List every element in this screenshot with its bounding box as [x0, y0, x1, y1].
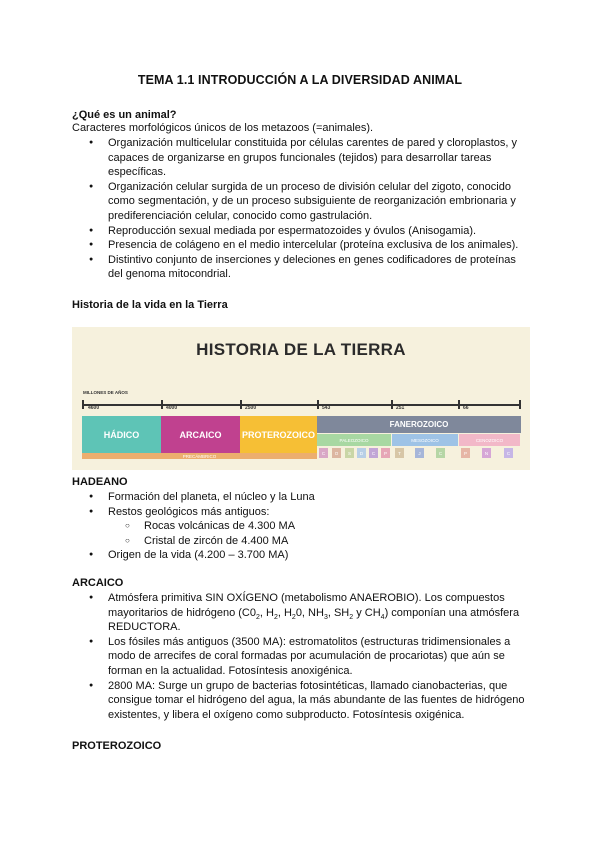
- period-cell: C: [436, 448, 445, 458]
- tick-label: 2500: [245, 405, 257, 411]
- list-item: ● Organización celular surgida de un proceso de división celular del zigoto, conocido como segmentación, y de un proceso subsiguiente de reorganización embrionaria y prediferenciación celular, conocido como gastrulación.: [72, 180, 532, 224]
- list-item: ● Los fósiles más antiguos (3500 MA): estromatolitos (estructuras tridimensionales a modo de arrecifes de coral formadas por acumulación de procariotas) que aún se forman en la actualidad. Fotosíntesis anoxigénica.: [72, 635, 532, 679]
- timeline-tick: [458, 400, 460, 409]
- period-cell: P: [461, 448, 470, 458]
- subscript: 2: [291, 613, 296, 621]
- list-item-text: Restos geológicos más antiguos:: [108, 505, 270, 518]
- period-cell: T: [395, 448, 404, 458]
- tick-label: 4000: [166, 405, 178, 411]
- timeline-tick: [82, 400, 84, 409]
- timeline-tick: [161, 400, 163, 409]
- sublist-item: ○ Rocas volcánicas de 4.300 MA: [108, 519, 532, 534]
- tick-label: 66: [463, 405, 469, 411]
- period-cell: D: [357, 448, 366, 458]
- subscript: 2: [273, 613, 278, 621]
- list-item: [72, 505, 532, 549]
- eon-arcaico: ARCAICO: [161, 416, 240, 453]
- text-run: ) componían una atmósfera REDUCTORA.: [108, 606, 520, 634]
- section-heading-animal: ¿Qué es un animal?: [72, 109, 177, 121]
- period-cell: C: [369, 448, 378, 458]
- animal-characteristics-list: [72, 136, 532, 282]
- period-cell: C: [319, 448, 328, 458]
- section-heading-arcaico: ARCAICO: [72, 577, 124, 589]
- eon-fanerozoico: FANEROZOICO: [317, 416, 521, 433]
- period-cell: C: [504, 448, 513, 458]
- list-item: ● Reproducción sexual mediada por espermatozoides y óvulos (Anisogamia).: [72, 224, 532, 239]
- period-cell: P: [381, 448, 390, 458]
- hadeano-list: [72, 490, 532, 563]
- list-item: ● Origen de la vida (4.200 – 3.700 MA): [72, 548, 532, 563]
- subscript: 2: [349, 613, 354, 621]
- subscript: 3: [323, 613, 328, 621]
- eon-proterozoico: PROTEROZOICO: [240, 416, 317, 453]
- animal-intro: Caracteres morfológicos únicos de los metazoos (=animales).: [72, 122, 374, 134]
- section-heading-proterozoico: PROTEROZOICO: [72, 740, 162, 752]
- list-item: ● Formación del planeta, el núcleo y la Luna: [72, 490, 532, 505]
- timeline-tick: [391, 400, 393, 409]
- list-item: [72, 591, 532, 635]
- subscript: 2: [255, 613, 260, 621]
- text-run: , SH: [327, 606, 350, 619]
- text-run: , H: [277, 606, 292, 619]
- text-run: , H: [259, 606, 274, 619]
- timeline-tick: [240, 400, 242, 409]
- era-cenozoico: CENOZOICO: [459, 434, 520, 446]
- text-run: 0, NH: [295, 606, 324, 619]
- text-run: y CH: [353, 606, 381, 619]
- period-cell: O: [332, 448, 341, 458]
- period-cell: N: [482, 448, 491, 458]
- earth-history-figure: [72, 327, 530, 470]
- timeline-axis: [82, 404, 520, 406]
- timeline-tick: [519, 400, 521, 409]
- precambrico-bar: PRECÁMBRICO: [82, 453, 317, 459]
- period-cell: J: [415, 448, 424, 458]
- timeline-tick: [317, 400, 319, 409]
- figure-title: HISTORIA DE LA TIERRA: [196, 340, 406, 359]
- page-title: TEMA 1.1 INTRODUCCIÓN A LA DIVERSIDAD ANIMAL: [137, 73, 463, 87]
- period-cell: S: [345, 448, 354, 458]
- sublist-item: ○ Cristal de zircón de 4.400 MA: [108, 534, 532, 549]
- tick-label: 543: [322, 405, 331, 411]
- axis-label: MILLONES DE AÑOS: [83, 390, 128, 395]
- section-heading-historia: Historia de la vida en la Tierra: [72, 299, 228, 311]
- section-heading-hadeano: HADEANO: [72, 476, 128, 488]
- list-item: ● Presencia de colágeno en el medio intercelular (proteína exclusiva de los animales).: [72, 238, 532, 253]
- eon-hadico: HÁDICO: [82, 416, 161, 453]
- text-run: Atmósfera primitiva SIN OXÍGENO (metabolismo ANAEROBIO). Los compuestos mayoritarios de hidrógeno (C0: [108, 592, 505, 619]
- arcaico-list: [72, 591, 532, 722]
- list-item: ● 2800 MA: Surge un grupo de bacterias fotosintéticas, llamado cianobacterias, que consigue tomar el hidrógeno del agua, la más abundante de las fuentes de hidrógeno existentes, y libera el oxígeno como subproducto. Fotosíntesis oxigénica.: [72, 679, 532, 723]
- tick-label: 4600: [88, 405, 100, 411]
- era-mesozoico: MESOZOICO: [392, 434, 458, 446]
- tick-label: 251: [396, 405, 405, 411]
- hadeano-sublist: [108, 519, 532, 548]
- era-paleozoico: PALEOZOICO: [317, 434, 391, 446]
- list-item: ● Distintivo conjunto de inserciones y deleciones en genes codificadores de proteínas del genoma mitocondrial.: [72, 253, 532, 282]
- subscript: 4: [380, 613, 385, 621]
- list-item: ● Organización multicelular constituida por células carentes de pared y cloroplastos, y capaces de organizarse en grupos funcionales (tejidos) para desarrollar tareas específicas.: [72, 136, 532, 180]
